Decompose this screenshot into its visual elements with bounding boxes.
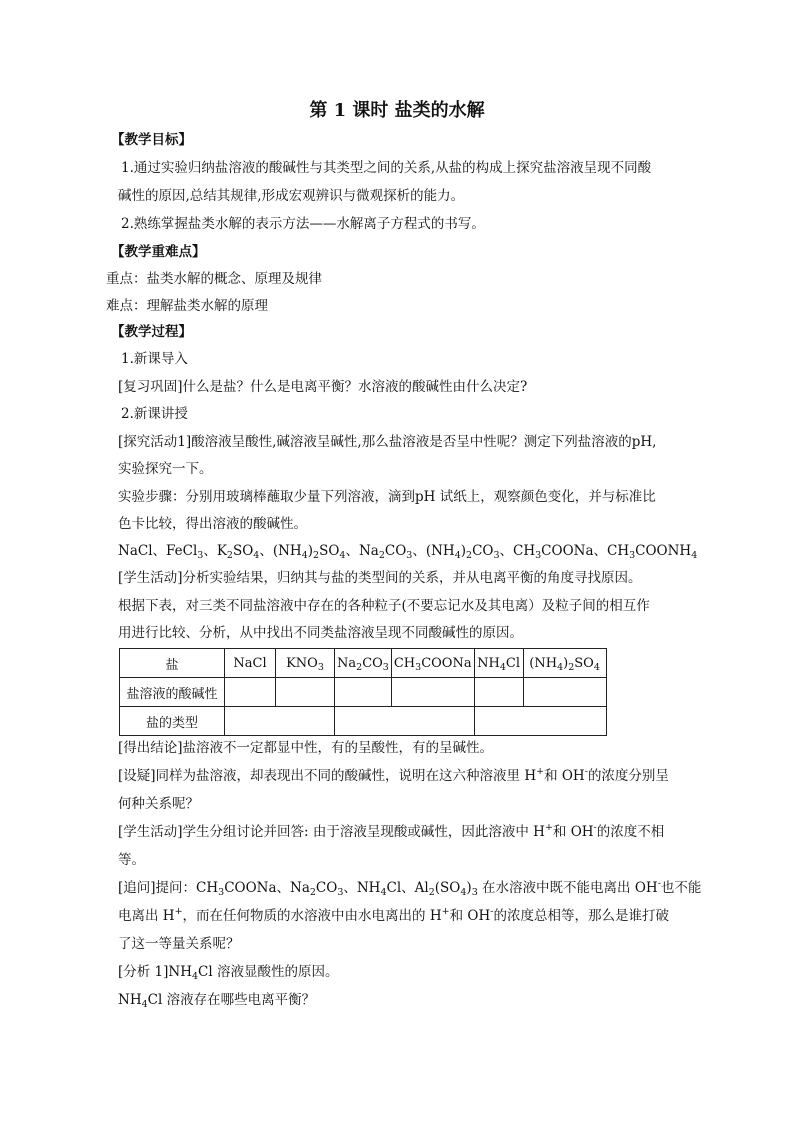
analysis-1-question: $NH_4Cl$ 溶液存在哪些电离平衡？ (118, 992, 316, 1010)
table-cell (474, 707, 606, 736)
process-heading: 【教学过程】 (111, 324, 192, 340)
explore-activity-line-2: 实验探究一下。 (118, 461, 213, 477)
salts-list: NaCl、FeCl$_3$、$K_2SO_4$、$(NH_4)_2SO_4$、$Na_2CO_3$、$(NH_4)_2CO_3$、$CH_3COONa$、$CH_3COONH_4$ (118, 543, 698, 561)
key-points-heading: 【教学重难点】 (111, 244, 206, 260)
row-label-acidity: 盐溶液的酸碱性 (120, 678, 225, 707)
key-point: 重点：盐类水解的概念、原理及规律 (106, 271, 322, 287)
difficult-point: 难点：理解盐类水解的原理 (106, 298, 268, 314)
row-label-salt-type: 盐的类型 (120, 707, 225, 736)
followup-line-3: 了这一等量关系呢？ (118, 936, 240, 952)
student-activity: [学生活动]分析实验结果，归纳其与盐的类型间的关系，并从电离平衡的角度寻找原因。 (118, 570, 642, 586)
table-cell (523, 678, 606, 707)
lecture-step: 2.新课讲授 (121, 406, 188, 422)
discussion-line-2: 等。 (118, 852, 145, 868)
table-cell (391, 678, 474, 707)
table-cell (225, 678, 276, 707)
table-intro-line-2: 用进行比较、分析，从中找出不同类盐溶液呈现不同酸碱性的原因。 (118, 625, 523, 641)
salt-table (119, 648, 607, 736)
goal-2: 2.熟练掌握盐类水解的表示方法——水解离子方程式的书写。 (121, 216, 485, 232)
followup-line-1: [追问]提问：$CH_3COONa$、$Na_2CO_3$、$NH_4Cl$、$Al_2(SO_4)_3$ 在水溶液中既不能电离出 OH-也不能 (118, 878, 702, 898)
table-cell (276, 678, 335, 707)
col-nacl: NaCl (225, 649, 276, 678)
table-cell (225, 707, 335, 736)
row-label-salt: 盐 (120, 649, 225, 678)
explore-activity-line-1: [探究活动1]酸溶液呈酸性,碱溶液呈碱性,那么盐溶液是否呈中性呢？测定下列盐溶液的pH, (118, 434, 657, 450)
followup-line-2: 电离出 H+，而在任何物质的水溶液中由水电离出的 H+和 OH-的浓度总相等，那么是谁打破 (118, 906, 669, 924)
review-question: [复习巩固]什么是盐？什么是电离平衡？水溶液的酸碱性由什么决定? (118, 379, 528, 395)
table-row (120, 649, 607, 678)
table-cell (335, 707, 475, 736)
conclusion: [得出结论]盐溶液不一定都显中性，有的呈酸性，有的呈碱性。 (118, 740, 494, 756)
table-cell (474, 678, 523, 707)
experiment-steps-line-1: 实验步骤：分别用玻璃棒蘸取少量下列溶液，滴到pH 试纸上，观察颜色变化，并与标准比 (118, 489, 656, 505)
experiment-steps-line-2: 色卡比较，得出溶液的酸碱性。 (118, 516, 307, 532)
goal-1-line-1: 1.通过实验归纳盐溶液的酸碱性与其类型之间的关系,从盐的构成上探究盐溶液呈现不同酸 (121, 160, 652, 176)
col-ch3coona: $CH_3COONa$ (391, 649, 474, 678)
table-cell (335, 678, 392, 707)
col-nh4-2so4: $(NH_4)_2SO_4$ (523, 649, 606, 678)
analysis-1: [分析 $1]NH_4Cl$ 溶液显酸性的原因。 (118, 964, 339, 982)
col-kno3: $KNO_3$ (276, 649, 335, 678)
discussion-line-1: [学生活动]学生分组讨论并回答: 由于溶液呈现酸或碱性，因此溶液中 H+和 OH-的浓度不相 (118, 822, 665, 840)
table-row (120, 707, 607, 736)
question-line-2: 何种关系呢？ (118, 796, 199, 812)
page-title: 第 1 课时 盐类的水解 (309, 100, 485, 121)
goals-heading: 【教学目标】 (111, 132, 192, 148)
goal-1-line-2: 碱性的原因,总结其规律,形成宏观辨识与微观探析的能力。 (118, 188, 465, 204)
intro-step: 1.新课导入 (121, 351, 188, 367)
col-na2co3: $Na_2CO_3$ (335, 649, 392, 678)
table-intro-line-1: 根据下表，对三类不同盐溶液中存在的各种粒子(不要忘记水及其电离）及粒子间的相互作 (118, 598, 650, 614)
col-nh4cl: $NH_4Cl$ (474, 649, 523, 678)
table-row (120, 678, 607, 707)
question-line-1: [设疑]同样为盐溶液，却表现出不同的酸碱性，说明在这六种溶液里 H+和 OH-的浓度分别呈 (118, 766, 669, 784)
